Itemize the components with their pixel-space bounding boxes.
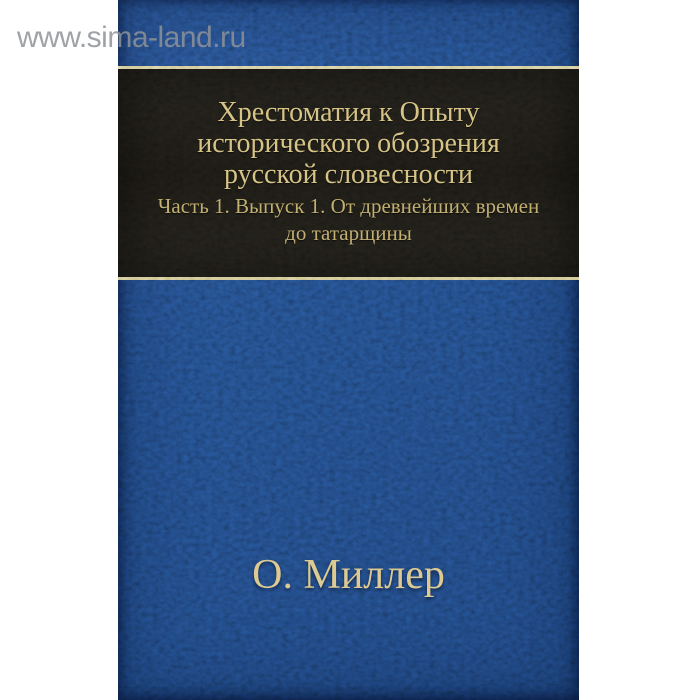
title-line-2: исторического обозрения bbox=[197, 128, 500, 159]
cover-text-layer bbox=[118, 0, 579, 700]
watermark: www.sima-land.ru bbox=[17, 21, 246, 54]
author-name: О. Миллер bbox=[252, 552, 445, 598]
subtitle-line-2: до татарщины bbox=[285, 221, 412, 245]
title-line-1: Хрестоматия к Опыту bbox=[217, 97, 480, 128]
book-cover bbox=[118, 0, 579, 700]
book-subtitle bbox=[118, 193, 579, 247]
title-line-3: русской словесности bbox=[224, 159, 473, 190]
book-title bbox=[118, 97, 579, 190]
subtitle-line-1: Часть 1. Выпуск 1. От древнейших времен bbox=[157, 194, 540, 218]
